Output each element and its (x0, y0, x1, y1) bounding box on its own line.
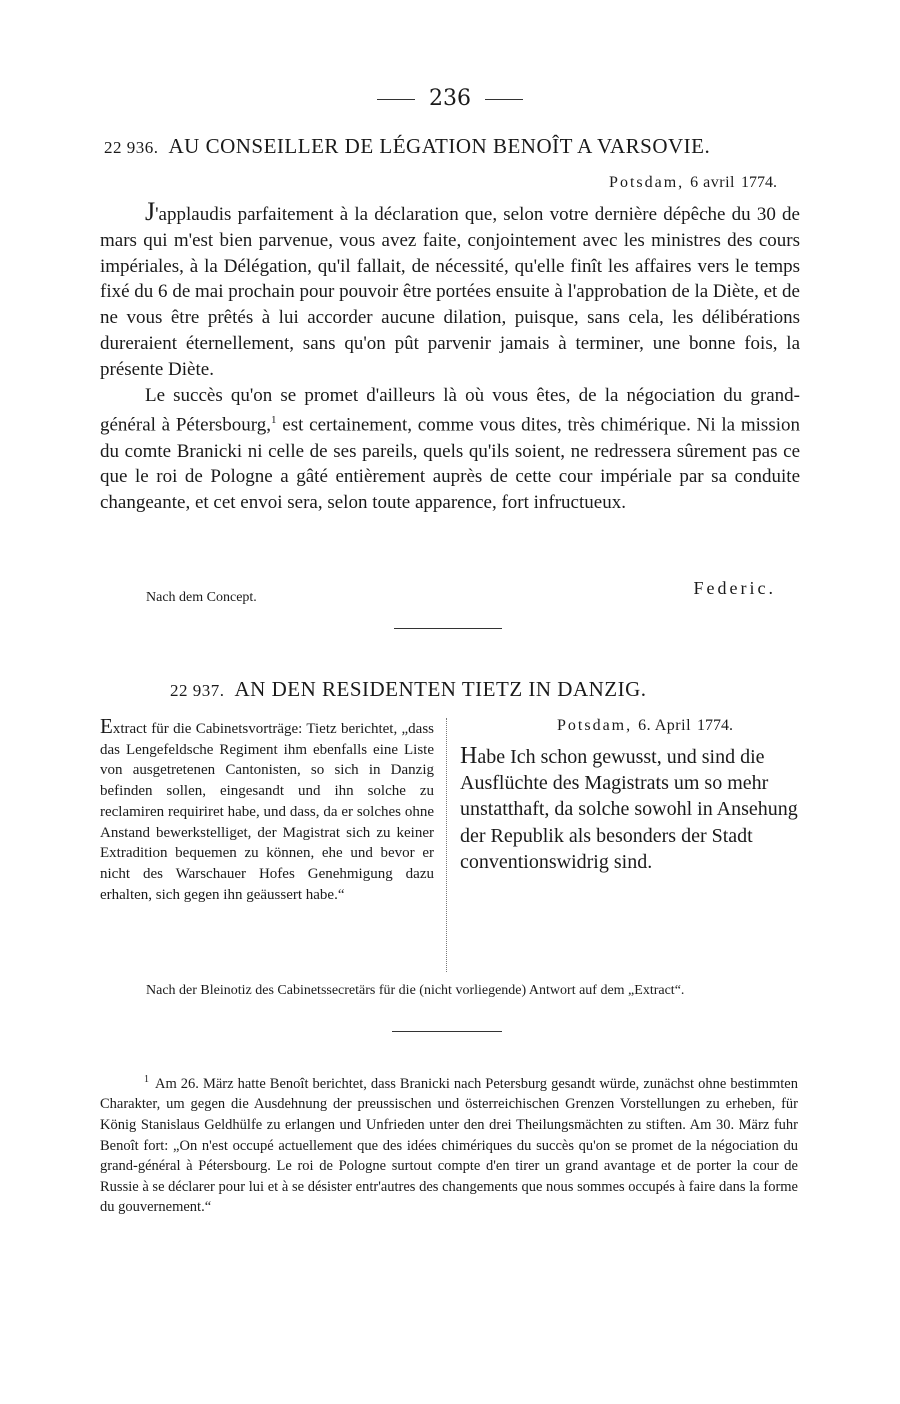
footnote (100, 1070, 798, 1218)
letter1-dateline (609, 174, 777, 192)
letter2-reply (460, 743, 800, 875)
letter2-date-year: 1774. (697, 717, 734, 734)
letter2-dateline (557, 717, 733, 735)
letter1-heading (104, 134, 710, 159)
page-number-dash-left (377, 99, 415, 100)
separator-rule-1 (394, 628, 502, 629)
footnote-mark: 1 (144, 1074, 149, 1085)
letter2-date-day: 6. April (638, 717, 692, 734)
letter1-number: 22 936. (104, 138, 159, 157)
letter1-paragraph-2-text-a: Le succès qu'on se promet d'ailleurs là où vous êtes, de la négociation du grand-général à Pétersbourg, (100, 384, 800, 436)
letter2-reply-initial: H (460, 743, 478, 769)
letter1-source-note: Nach dem Concept. (146, 590, 257, 605)
separator-rule-2 (392, 1031, 502, 1032)
column-divider (446, 718, 447, 972)
letter1-paragraph-2-text-b: est certainement, comme vous dites, très chimérique. Ni la mission du comte Branicki ni celle de ses pareils, quels qu'ils soient, ne redressera sûrement pas ce que le roi de Pologne a gâté entièrement auprès de cette cour impériale par sa conduite changeante, et cet envoi sera, selon toute apparence, fort infructueux. (100, 414, 800, 514)
letter1-date-place: Potsdam, (609, 174, 685, 191)
letter2-heading (170, 677, 647, 702)
letter2-extract-initial: E (100, 714, 113, 738)
footnote-reference: 1 (271, 414, 277, 427)
letter2-date-place: Potsdam, (557, 717, 633, 734)
page-number-dash-right (485, 99, 523, 100)
letter2-number: 22 937. (170, 681, 225, 700)
letter1-paragraph-1 (100, 199, 800, 383)
letter1-paragraph-2 (100, 383, 800, 516)
letter1-date-year: 1774. (741, 174, 777, 191)
letter2-reply-text: abe Ich schon gewusst, und sind die Ausflüchte des Magistrats um so mehr unstatthaft, da solche sowohl in Ansehung der Republik als besonders der Stadt conventionswidrig sind. (460, 746, 798, 873)
letter1-signature: Federic. (693, 578, 776, 598)
page-number-text: 236 (429, 86, 471, 111)
letter1-date-day: 6 avril (690, 174, 735, 191)
letter1-initial: J (145, 197, 156, 226)
letter1-paragraph-1-text: 'applaudis parfaitement à la déclaration que, selon votre dernière dépêche du 30 de mars qui m'est bien parvenue, vous avez faite, conjointement avec les ministres des cours impériales, à la Délégation, qu'il fallait, de nécessité, qu'elle finît les affaires vers le temps fixé du 6 de mai prochain pour pouvoir être portées ensuite à l'approbation de la Diète, et de ne vous être prêtés à lui accorder aucune dilation, puisque, sans cela, les délibérations dureraient éternellement, sans qu'on pût parvenir jamais à terminer, une bonne fois, la présente Diète. (100, 204, 800, 380)
letter2-title: AN DEN RESIDENTEN TIETZ IN DANZIG. (234, 677, 647, 701)
page-number (0, 86, 900, 111)
letter1-title: AU CONSEILLER DE LÉGATION BENOÎT A VARSOVIE. (168, 134, 711, 158)
footnote-text: Am 26. März hatte Benoît berichtet, dass Branicki nach Petersburg gesandt würde, zunächst ohne bestimmten Charakter, um gegen die Ausdehnung der preussischen und österreichischen Grenzen Vorstellungen zu erheben, für König Stanislaus Geldhülfe zu erlangen und Unfrieden unter den drei Theilungsmächten zu stiften. Am 30. März fuhr Benoît fort: „On n'est occupé actuellement que des idées chimériques du succès qu'on se promet de la négociation du grand-général à Pétersbourg. Le roi de Pologne surtout compte d'en tirer un grand avantage et de porter la cour de Russie à se déclarer pour lui et à se désister entr'autres des changements que nous sommes occupés à faire dans la forme du gouvernement.“ (100, 1075, 798, 1216)
letter2-extract (100, 716, 434, 905)
letter1-body (100, 199, 800, 516)
letter2-source-note: Nach der Bleinotiz des Cabinetssecretärs für die (nicht vorliegende) Antwort auf dem „Extract“. (146, 983, 685, 998)
letter2-extract-text: xtract für die Cabinetsvorträge: Tietz berichtet, „dass das Lengefeldsche Regiment ihm ebenfalls eine Liste von ausgetretenen Cantonisten, so sich in Danzig befinden sollen, eingesandt und ihn solche zu reclamiren requiriret habe, und dass, da er solches ohne Anstand bewerkstelliget, der Magistrat sich zu keiner Extradition bequemen zu können, ehe und bevor er nicht des Warschauer Hofes Genehmigung dazu erhalten, sich gegen ihn geäussert habe.“ (100, 721, 434, 903)
